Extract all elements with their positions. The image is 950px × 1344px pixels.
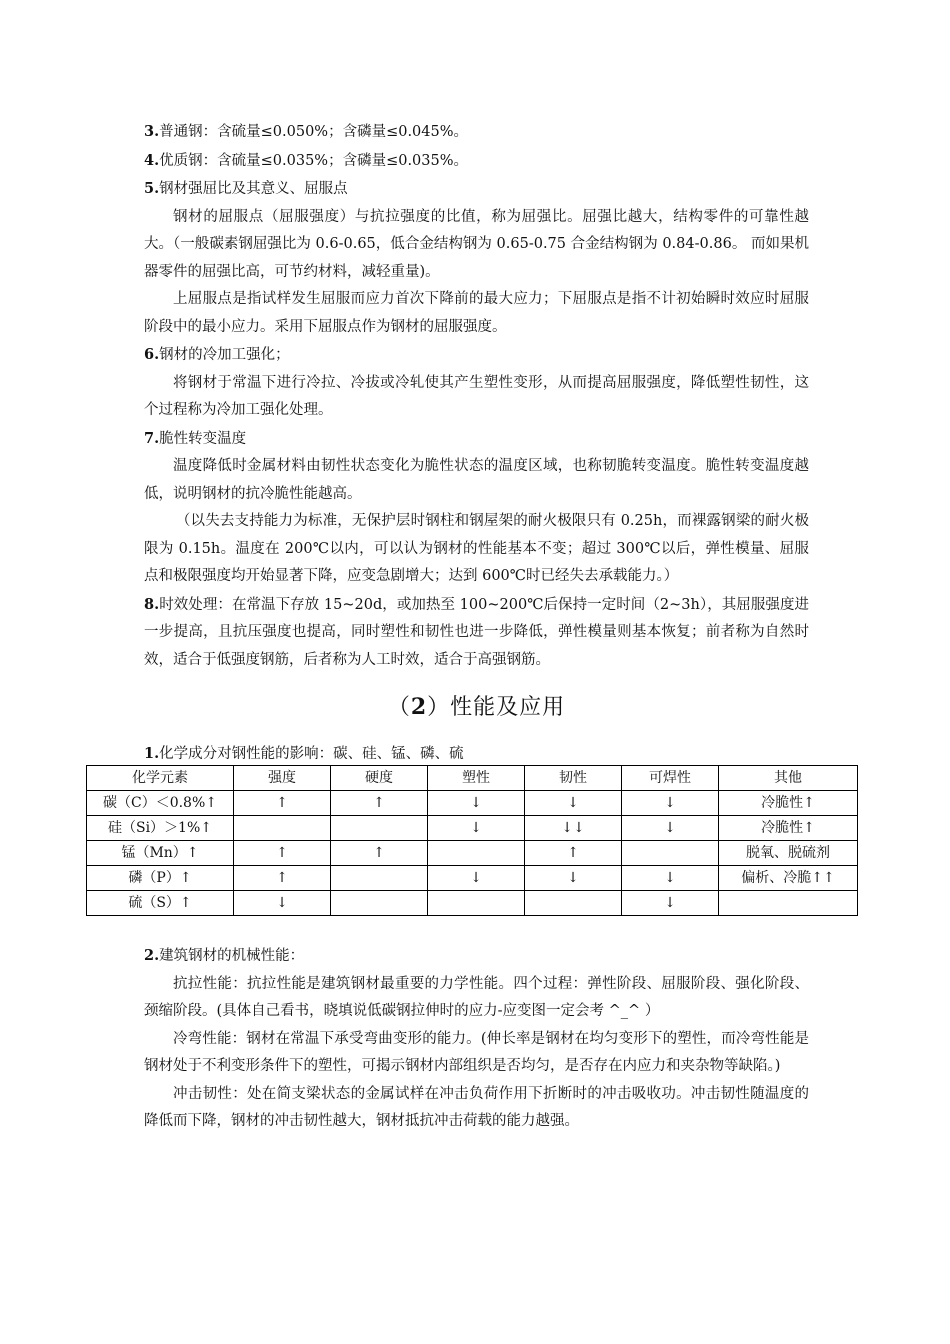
table-cell: ↓ [428,791,525,816]
table-cell: ↑ [234,866,331,891]
header-toughness: 韧性 [525,766,622,791]
table-cell [525,891,622,916]
header-strength: 强度 [234,766,331,791]
header-plasticity: 塑性 [428,766,525,791]
item-number: 5. [144,180,160,197]
header-hardness: 硬度 [331,766,428,791]
paragraph-cold-bend: 冷弯性能：钢材在常温下承受弯曲变形的能力。(伸长率是钢材在均匀变形下的塑性，而冷弯性能是钢材处于不利变形条件下的塑性，可揭示钢材内部组织是否均匀，是否存在内应力和夹杂物等缺陷。) [144,1030,809,1074]
item-2-heading [144,942,809,971]
item-text: 优质钢：含硫量≤0.035%；含磷量≤0.035%。 [159,152,469,169]
spacer [144,916,809,942]
item-text: 化学成分对钢性能的影响：碳、硅、锰、磷、硫 [159,746,464,762]
item-number: 1. [144,745,160,762]
table-cell [331,816,428,841]
table-cell: ↓ [525,866,622,891]
table-row [87,891,858,916]
item-number: 2. [144,947,160,964]
table-cell: 脱氧、脱硫剂 [719,841,858,866]
item-3-line [144,118,809,147]
document-body [102,118,835,1136]
paragraph-impact-toughness: 冲击韧性：处在简支梁状态的金属试样在冲击负荷作用下折断时的冲击吸收功。冲击韧性随温度的降低而下降，钢材的冲击韧性越大，钢材抵抗冲击荷载的能力越强。 [144,1085,809,1129]
table-cell: 偏析、冷脆↑↑ [719,866,858,891]
item-number: 4. [144,151,160,169]
table-cell: ↑ [525,841,622,866]
item-text: 钢材的冷加工强化； [159,347,290,363]
table-cell: ↓ [525,791,622,816]
paragraph-yield-point: 上屈服点是指试样发生屈服而应力首次下降前的最大应力；下屈服点是指不计初始瞬时效应时屈服阶段中的最小应力。采用下屈服点作为钢材的屈服强度。 [144,291,809,335]
table-cell: ↓↓ [525,816,622,841]
table-cell [719,891,858,916]
table-caption [144,743,809,765]
table-cell: ↓ [622,791,719,816]
table-cell [428,891,525,916]
item-text: 时效处理：在常温下存放 15~20d，或加热至 100~200℃后保持一定时间（2~3h），其屈服强度进一步提高，且抗压强度也提高，同时塑性和韧性也进一步降低，弹性模量则基本恢复；前者称为自然时效，适合于低强度钢筋，后者称为人工时效，适合于高强钢筋。 [144,596,809,668]
table-cell: 硫（S）↑ [87,891,234,916]
chemical-elements-table [86,765,858,916]
table-cell: ↑ [331,791,428,816]
item-text: 建筑钢材的机械性能： [159,948,305,964]
item-number: 8. [144,595,160,613]
table-cell: ↓ [622,816,719,841]
header-element: 化学元素 [87,766,234,791]
paragraph-brittle-transition: 温度降低时金属材料由韧性状态变化为脆性状态的温度区域，也称韧脆转变温度。脆性转变温度越低，说明钢材的抗冷脆性能越高。 [144,458,809,502]
table-cell: 冷脆性↑ [719,791,858,816]
table-cell: ↓ [428,866,525,891]
table-cell: ↑ [234,841,331,866]
table-cell: ↓ [622,891,719,916]
table-cell [331,866,428,891]
item-text: 普通钢：含硫量≤0.050%；含磷量≤0.045%。 [159,124,469,140]
paragraph-yield-ratio: 钢材的屈服点（屈服强度）与抗拉强度的比值，称为屈强比。屈强比越大，结构零件的可靠性越大。（一般碳素钢屈强比为 0.6-0.65，低合金结构钢为 0.65-0.75 合金结构钢为 0.84-0.86。 而如果机器零件的屈强比高，可节约材料，减轻重量)。 [144,208,809,280]
item-number: 7. [144,429,160,447]
table-cell: 锰（Mn）↑ [87,841,234,866]
table-cell [622,841,719,866]
table-cell: 硅（Si）＞1%↑ [87,816,234,841]
table-row [87,866,858,891]
table-cell [331,891,428,916]
table-cell [428,841,525,866]
table-cell: 碳（C）＜0.8%↑ [87,791,234,816]
table-cell: 磷（P）↑ [87,866,234,891]
table-cell: ↓ [234,891,331,916]
paragraph-cold-work: 将钢材于常温下进行冷拉、冷拔或冷轧使其产生塑性变形，从而提高屈服强度，降低塑性韧性，这个过程称为冷加工强化处理。 [144,374,809,418]
item-7-heading [144,425,809,454]
header-weldability: 可焊性 [622,766,719,791]
header-other: 其他 [719,766,858,791]
item-4-line [144,147,809,176]
table-row [87,841,858,866]
table-cell: ↑ [234,791,331,816]
table-row [87,791,858,816]
item-6-heading [144,341,809,370]
item-number: 3. [144,123,160,140]
table-header-row [87,766,858,791]
item-text: 钢材强屈比及其意义、屈服点 [159,181,348,197]
paragraph-tensile: 抗拉性能：抗拉性能是建筑钢材最重要的力学性能。四个过程：弹性阶段、屈服阶段、强化阶段、颈缩阶段。(具体自己看书，晓填说低碳钢拉伸时的应力-应变图一定会考 ^_^ ） [144,975,809,1019]
paragraph-fire-resistance: （以失去支持能力为标准，无保护层时钢柱和钢屋架的耐火极限只有 0.25h，而裸露钢梁的耐火极限为 0.15h。温度在 200℃以内，可以认为钢材的性能基本不变；超过 300℃以后，弹性模量、屈服点和极限强度均开始显著下降，应变急剧增大；达到 600℃时已经失去承载能力。） [144,513,809,584]
table-cell: ↑ [331,841,428,866]
paragraph-aging [144,591,809,675]
table-cell: ↓ [428,816,525,841]
table-cell: 冷脆性↑ [719,816,858,841]
item-text: 脆性转变温度 [159,430,247,447]
item-number: 6. [144,346,160,363]
table-cell [234,816,331,841]
section-title: （2）性能及应用 [387,694,566,720]
item-5-heading [144,175,809,204]
table-row [87,816,858,841]
table-cell: ↓ [622,866,719,891]
